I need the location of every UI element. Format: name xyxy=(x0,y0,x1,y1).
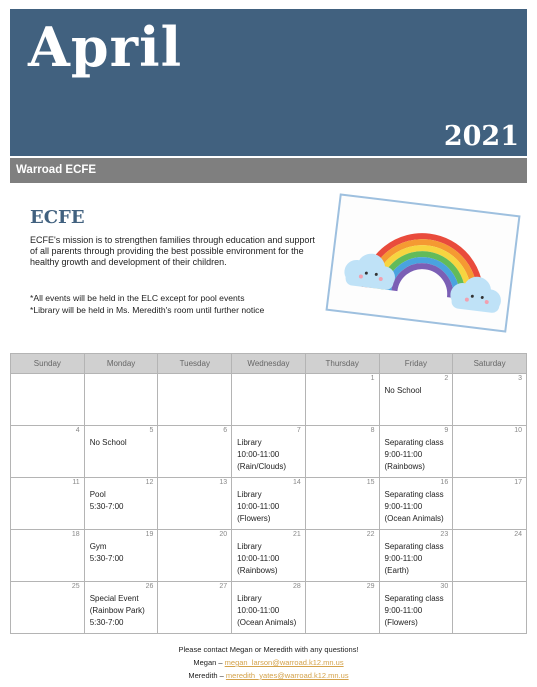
mission-text: ECFE's mission is to strengthen families through education and support of all parents through providing the best possible environment for the healthy growth and development of their children. xyxy=(30,235,315,267)
event-line: 5:30-7:00 xyxy=(89,618,124,627)
weekday-tuesday: Tuesday xyxy=(158,354,232,374)
weekday-thursday: Thursday xyxy=(305,354,379,374)
calendar-day-cell xyxy=(84,426,158,478)
calendar-day-cell xyxy=(305,374,379,426)
event-line: Separating class xyxy=(384,438,444,447)
weekday-wednesday: Wednesday xyxy=(232,354,306,374)
event-line: 9:00-11:00 xyxy=(384,554,423,563)
calendar-day-cell xyxy=(305,426,379,478)
calendar-day-cell xyxy=(84,530,158,582)
event-line: (Rainbows) xyxy=(384,462,425,471)
event-line: (Flowers) xyxy=(384,618,418,627)
day-events xyxy=(90,489,155,513)
day-number: 23 xyxy=(440,531,449,538)
weekday-sunday: Sunday xyxy=(11,354,85,374)
day-number: 14 xyxy=(293,479,301,486)
event-line: (Rain/Clouds) xyxy=(237,462,287,471)
event-line: No School xyxy=(384,386,422,395)
calendar-day-cell xyxy=(158,374,232,426)
day-events xyxy=(237,437,302,473)
calendar-day-cell xyxy=(232,426,306,478)
day-events xyxy=(90,593,155,629)
calendar-day-cell xyxy=(379,582,453,634)
day-number: 17 xyxy=(514,479,522,486)
day-number: 1 xyxy=(370,375,375,382)
day-number: 15 xyxy=(366,479,375,486)
event-line: Separating class xyxy=(384,490,444,499)
day-events xyxy=(385,385,450,397)
calendar-day-cell xyxy=(232,374,306,426)
day-events xyxy=(385,489,450,525)
org-bar: Warroad ECFE xyxy=(10,158,527,183)
day-number: 13 xyxy=(219,479,228,486)
calendar-week-row xyxy=(11,582,527,634)
day-number: 25 xyxy=(71,583,80,590)
event-line: Separating class xyxy=(384,594,444,603)
event-line: Library xyxy=(237,542,262,551)
event-line: 10:00-11:00 xyxy=(237,554,280,563)
event-line: Library xyxy=(237,438,262,447)
contact-footer xyxy=(0,643,537,682)
day-number: 3 xyxy=(518,375,522,382)
day-number: 6 xyxy=(223,427,228,434)
event-line: 5:30-7:00 xyxy=(89,502,124,511)
day-number: 22 xyxy=(366,531,375,538)
calendar-day-cell xyxy=(232,530,306,582)
day-events xyxy=(90,437,155,449)
calendar-day-cell xyxy=(379,478,453,530)
calendar-day-cell xyxy=(84,478,158,530)
weekday-header-row xyxy=(11,354,527,374)
year-title: 2021 xyxy=(443,121,519,152)
day-number: 16 xyxy=(440,479,449,486)
day-number: 21 xyxy=(293,531,301,538)
calendar-day-cell xyxy=(11,426,85,478)
day-events xyxy=(385,593,450,629)
calendar-day-cell xyxy=(453,426,527,478)
meredith-label: Meredith – xyxy=(188,671,226,680)
day-events xyxy=(237,593,302,629)
weekday-monday: Monday xyxy=(84,354,158,374)
calendar-day-cell xyxy=(11,582,85,634)
calendar-week-row xyxy=(11,478,527,530)
month-title: April xyxy=(28,15,183,79)
notes xyxy=(30,292,320,316)
event-line: (Rainbow Park) xyxy=(89,606,145,615)
event-line: No School xyxy=(89,438,127,447)
day-number: 8 xyxy=(370,427,375,434)
ecfe-heading: ECFE xyxy=(30,207,85,228)
day-number: 19 xyxy=(145,531,154,538)
day-events xyxy=(237,489,302,525)
calendar-day-cell xyxy=(11,478,85,530)
megan-label: Megan – xyxy=(193,658,225,667)
contact-meredith xyxy=(0,669,537,682)
day-number: 11 xyxy=(72,479,80,486)
day-events xyxy=(90,541,155,565)
event-line: 10:00-11:00 xyxy=(237,502,280,511)
calendar-day-cell xyxy=(453,530,527,582)
day-number: 28 xyxy=(293,583,301,590)
event-line: Gym xyxy=(89,542,107,551)
event-line: 9:00-11:00 xyxy=(384,450,423,459)
day-number: 27 xyxy=(219,583,228,590)
calendar-day-cell xyxy=(158,478,232,530)
calendar-day-cell xyxy=(11,530,85,582)
day-number: 2 xyxy=(444,375,449,382)
calendar-day-cell xyxy=(453,582,527,634)
calendar-day-cell xyxy=(232,478,306,530)
calendar-day-cell xyxy=(232,582,306,634)
event-line: Special Event xyxy=(89,594,139,603)
calendar-day-cell xyxy=(158,426,232,478)
meredith-email-link[interactable]: meredith_yates@warroad.k12.mn.us xyxy=(225,671,349,680)
event-line: (Flowers) xyxy=(237,514,271,523)
day-number: 18 xyxy=(71,531,80,538)
calendar-day-cell xyxy=(84,374,158,426)
event-line: 10:00-11:00 xyxy=(237,606,280,615)
event-line: (Ocean Animals) xyxy=(237,618,297,627)
event-line: Library xyxy=(237,490,262,499)
day-number: 24 xyxy=(514,531,522,538)
day-number: 4 xyxy=(75,427,80,434)
day-number: 7 xyxy=(296,427,301,434)
event-line: Pool xyxy=(89,490,106,499)
megan-email-link[interactable]: megan_larson@warroad.k12.mn.us xyxy=(224,658,344,667)
day-number: 9 xyxy=(444,427,449,434)
event-line: 9:00-11:00 xyxy=(384,502,423,511)
event-line: (Ocean Animals) xyxy=(384,514,444,523)
calendar-week-row xyxy=(11,426,527,478)
calendar-day-cell xyxy=(379,530,453,582)
event-line: Library xyxy=(237,594,262,603)
event-line: 9:00-11:00 xyxy=(384,606,423,615)
weekday-friday: Friday xyxy=(379,354,453,374)
contact-megan xyxy=(0,656,537,669)
day-events xyxy=(237,541,302,577)
calendar-week-row xyxy=(11,530,527,582)
day-number: 12 xyxy=(145,479,154,486)
day-number: 10 xyxy=(514,427,522,434)
event-line: (Earth) xyxy=(384,566,409,575)
day-number: 29 xyxy=(366,583,375,590)
page-header xyxy=(10,9,527,156)
calendar-day-cell xyxy=(453,374,527,426)
rainbow-clouds-icon xyxy=(325,193,520,332)
calendar-day-cell xyxy=(158,530,232,582)
calendar-day-cell xyxy=(379,426,453,478)
weekday-saturday: Saturday xyxy=(453,354,527,374)
contact-intro: Please contact Megan or Meredith with any questions! xyxy=(178,645,359,654)
calendar-week-row xyxy=(11,374,527,426)
event-line: (Rainbows) xyxy=(237,566,278,575)
day-number: 20 xyxy=(219,531,228,538)
calendar-day-cell xyxy=(305,478,379,530)
calendar-day-cell xyxy=(158,582,232,634)
event-line: 5:30-7:00 xyxy=(89,554,124,563)
day-events xyxy=(385,541,450,577)
calendar-day-cell xyxy=(84,582,158,634)
calendar-day-cell xyxy=(379,374,453,426)
event-line: 10:00-11:00 xyxy=(237,450,280,459)
calendar-day-cell xyxy=(11,374,85,426)
day-events xyxy=(385,437,450,473)
calendar-day-cell xyxy=(305,582,379,634)
calendar-table xyxy=(10,353,527,634)
event-line: Separating class xyxy=(384,542,444,551)
day-number: 5 xyxy=(149,427,154,434)
calendar-day-cell xyxy=(305,530,379,582)
day-number: 30 xyxy=(440,583,449,590)
day-number: 26 xyxy=(145,583,154,590)
calendar-day-cell xyxy=(453,478,527,530)
note-pool: *All events will be held in the ELC except for pool events xyxy=(30,293,245,303)
note-library: *Library will be held in Ms. Meredith's room until further notice xyxy=(30,305,265,315)
